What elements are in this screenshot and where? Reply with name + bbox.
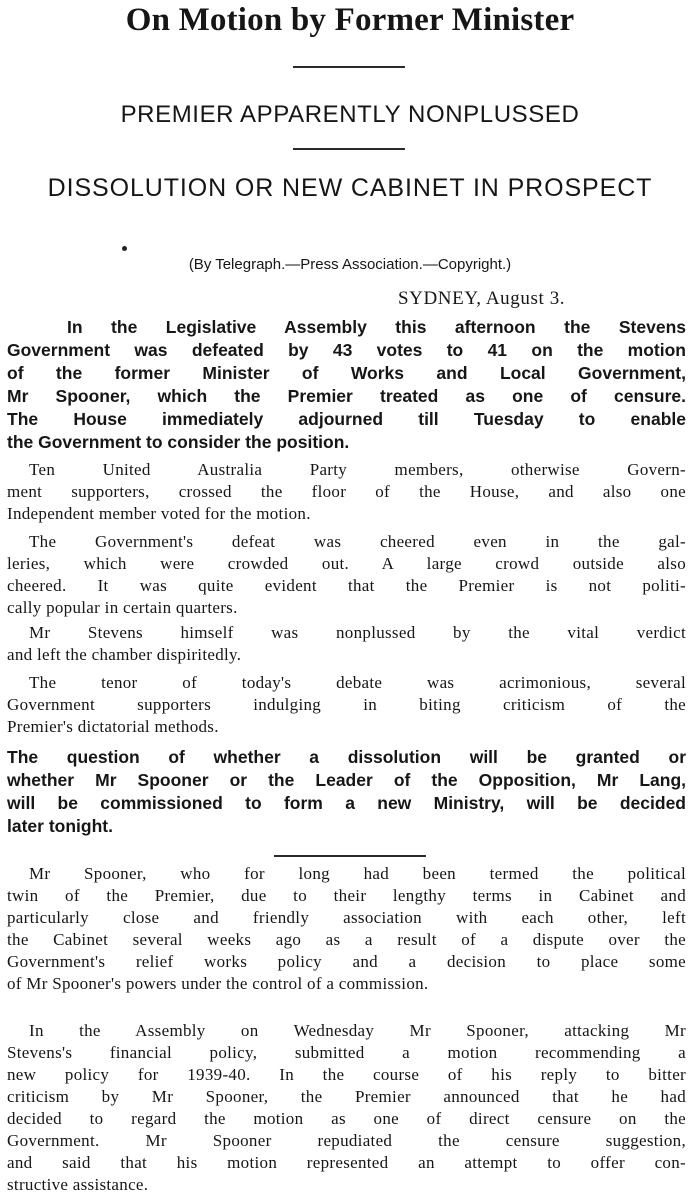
dateline: SYDNEY, August 3. <box>398 288 566 309</box>
closing-line: The question of whether a dissolution will be granted or <box>7 747 686 767</box>
article-line: Premier's dictatorial methods. <box>7 717 219 736</box>
article-line: cheered. It was quite evident that the Premier is not politi- <box>7 576 686 595</box>
bullet-dot <box>122 246 127 251</box>
subheadline-rule <box>293 148 405 150</box>
headline-rule <box>293 66 405 68</box>
lead-paragraph <box>7 316 686 454</box>
article-paragraph <box>7 531 686 619</box>
deck-headline: DISSOLUTION OR NEW CABINET IN PROSPECT <box>47 174 653 202</box>
background-paragraph <box>7 1020 686 1196</box>
lead-line: Government was defeated by 43 votes to 41 on the motion <box>7 340 686 360</box>
background-line: decided to regard the motion as one of direct censure on the <box>7 1109 686 1128</box>
section-rule <box>274 855 426 857</box>
closing-line: will be commissioned to form a new Ministry, will be decided <box>7 793 686 813</box>
background-line: Mr Spooner, who for long had been termed the political <box>29 864 686 883</box>
background-line: Government. Mr Spooner repudiated the censure suggestion, <box>7 1131 686 1150</box>
wire-credit: (By Telegraph.—Press Association.—Copyright.) <box>188 256 512 273</box>
background-line: the Cabinet several weeks ago as a result of a dispute over the <box>7 930 686 949</box>
background-line: particularly close and friendly association with each other, left <box>7 908 686 927</box>
background-line: structive assistance. <box>7 1175 149 1194</box>
background-line: criticism by Mr Spooner, the Premier announced that he had <box>7 1087 686 1106</box>
background-line: new policy for 1939-40. In the course of his reply to bitter <box>7 1065 686 1084</box>
article-line: The tenor of today's debate was acrimonious, several <box>29 673 686 692</box>
lead-line: The House immediately adjourned till Tuesday to enable <box>7 409 686 429</box>
article-line: The Government's defeat was cheered even in the gal- <box>29 532 686 551</box>
lead-line: Mr Spooner, which the Premier treated as one of censure. <box>7 386 686 406</box>
article-line: leries, which were crowded out. A large crowd outside also <box>7 554 686 573</box>
lead-line: In the Legislative Assembly this afternoon the Stevens <box>67 317 686 337</box>
article-paragraph <box>7 459 686 525</box>
article-line: Ten United Australia Party members, otherwise Govern- <box>29 460 686 479</box>
article-line: cally popular in certain quarters. <box>7 598 238 617</box>
article-line: ment supporters, crossed the floor of the House, and also one <box>7 482 686 501</box>
article-paragraph <box>7 622 686 666</box>
closing-line: later tonight. <box>7 816 113 836</box>
article-line: Mr Stevens himself was nonplussed by the vital verdict <box>29 623 686 642</box>
background-line: of Mr Spooner's powers under the control of a commission. <box>7 974 429 993</box>
background-paragraph <box>7 863 686 995</box>
closing-line: whether Mr Spooner or the Leader of the Opposition, Mr Lang, <box>7 770 686 790</box>
background-line: and said that his motion represented an attempt to offer con- <box>7 1153 686 1172</box>
closing-bold-paragraph <box>7 746 686 838</box>
lead-line: the Government to consider the position. <box>7 432 350 452</box>
article-line: and left the chamber dispiritedly. <box>7 645 242 664</box>
article-line: Government supporters indulging in biting criticism of the <box>7 695 686 714</box>
article-line: Independent member voted for the motion. <box>7 504 311 523</box>
sub-headline: PREMIER APPARENTLY NONPLUSSED <box>120 101 580 128</box>
background-line: twin of the Premier, due to their lengthy terms in Cabinet and <box>7 886 686 905</box>
background-line: In the Assembly on Wednesday Mr Spooner, attacking Mr <box>29 1021 686 1040</box>
background-line: Government's relief works policy and a decision to place some <box>7 952 686 971</box>
main-headline: On Motion by Former Minister <box>125 2 575 38</box>
article-paragraph <box>7 672 686 738</box>
background-line: Stevens's financial policy, submitted a motion recommending a <box>7 1043 686 1062</box>
lead-line: of the former Minister of Works and Local Government, <box>7 363 686 383</box>
